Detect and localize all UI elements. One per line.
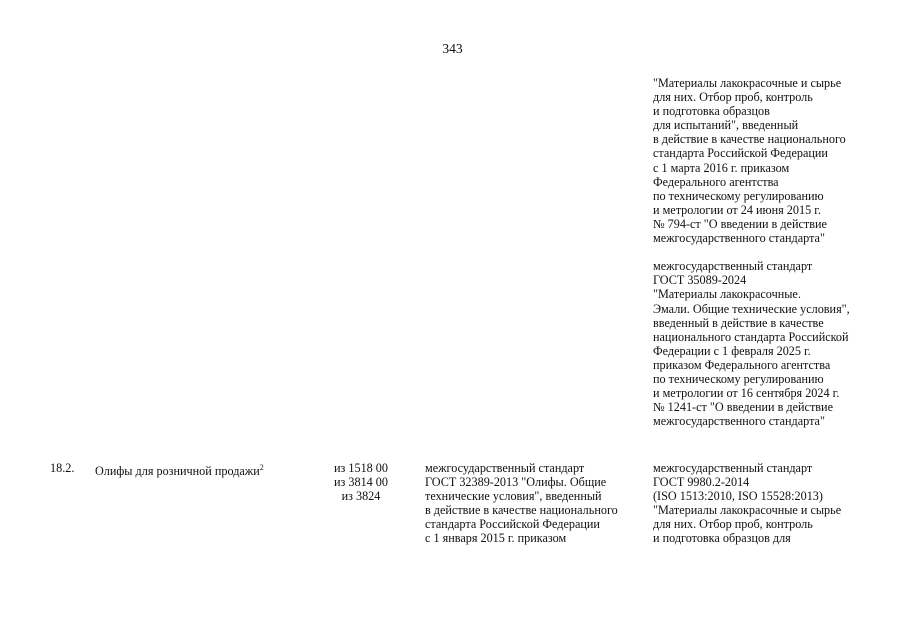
- text-line: межгосударственного стандарта": [653, 231, 825, 246]
- row-number: [50, 461, 74, 475]
- standard-reference-secondary: [653, 461, 841, 546]
- text-line: с 1 марта 2016 г. приказом: [653, 160, 790, 175]
- text-line: национального стандарта Российской: [653, 329, 849, 344]
- standards-text-continued: [653, 76, 850, 428]
- text-line: Эмали. Общие технические условия",: [653, 301, 850, 316]
- text-line: стандарта Российской Федерации: [653, 146, 828, 161]
- page-number: 343: [442, 41, 463, 56]
- text-line: с 1 января 2015 г. приказом: [425, 531, 567, 546]
- text-line: по техническому регулированию: [653, 188, 824, 203]
- text-line: ГОСТ 9980.2-2014: [653, 475, 750, 490]
- product-name-text: Олифы для розничной продажи: [95, 464, 260, 478]
- text-line: ГОСТ 32389-2013 "Олифы. Общие: [425, 475, 607, 490]
- text-line: в действие в качестве национального: [653, 132, 846, 147]
- text-line: и метрологии от 24 июня 2015 г.: [653, 202, 821, 217]
- code-line: из 3814 00: [334, 475, 388, 490]
- text-line: (ISO 1513:2010, ISO 15528:2013): [653, 489, 823, 504]
- text-line: межгосударственный стандарт: [653, 259, 813, 274]
- text-line: по техническому регулированию: [653, 371, 824, 386]
- text-line: межгосударственный стандарт: [653, 461, 813, 475]
- text-line: и подготовка образцов: [653, 104, 770, 119]
- code-line: из 3824: [341, 489, 381, 504]
- text-line: Федерального агентства: [653, 174, 779, 189]
- standard-reference-primary: [425, 461, 618, 546]
- text-line: № 794-ст "О введении в действие: [653, 216, 827, 231]
- text-line: для испытаний", введенный: [653, 118, 799, 133]
- text-line: Федерации с 1 февраля 2025 г.: [653, 343, 811, 358]
- text-line: для них. Отбор проб, контроль: [653, 517, 813, 532]
- text-line: введенный в действие в качестве: [653, 315, 824, 330]
- paragraph-gap: [653, 245, 850, 259]
- text-line: межгосударственный стандарт: [425, 461, 585, 475]
- text-line: и метрологии от 16 сентября 2024 г.: [653, 386, 840, 401]
- text-line: "Материалы лакокрасочные.: [653, 287, 801, 302]
- text-line: стандарта Российской Федерации: [425, 517, 600, 532]
- text-line: технические условия", введенный: [425, 489, 602, 504]
- text-line: и подготовка образцов для: [653, 531, 791, 546]
- text-line: в действие в качестве национального: [425, 503, 618, 518]
- text-line: "Материалы лакокрасочные и сырье: [653, 503, 842, 518]
- text-line: ГОСТ 35089-2024: [653, 273, 747, 288]
- product-name-line: [95, 461, 264, 478]
- product-name: [95, 461, 264, 478]
- text-line: приказом Федерального агентства: [653, 357, 831, 372]
- row-number-text: 18.2.: [50, 461, 75, 475]
- text-line: "Материалы лакокрасочные и сырье: [653, 76, 842, 90]
- text-line: № 1241-ст "О введении в действие: [653, 400, 833, 415]
- text-line: для них. Отбор проб, контроль: [653, 90, 813, 105]
- footnote-marker: 2: [259, 463, 264, 472]
- text-line: межгосударственного стандарта": [653, 414, 825, 429]
- code-line: из 1518 00: [334, 461, 388, 475]
- tnved-codes: [326, 461, 396, 503]
